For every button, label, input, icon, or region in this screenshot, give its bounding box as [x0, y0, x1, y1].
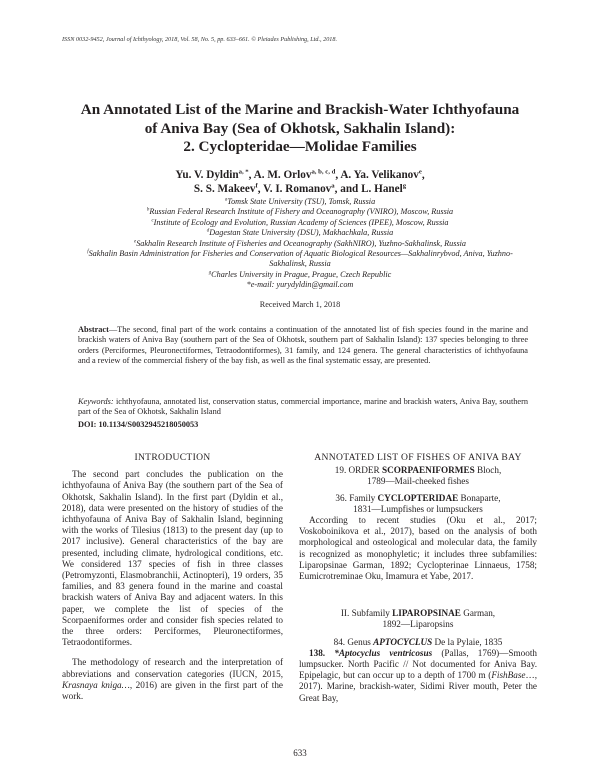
author-affil-mark: f — [255, 182, 258, 190]
title-line-2: of Aniva Bay (Sea of Okhotsk, Sakhalin Island): — [144, 119, 456, 137]
author-affil-mark: a, b, c, d — [311, 168, 336, 176]
author-name: L. Hanel — [361, 183, 403, 195]
family-paragraph: According to recent studies (Oku et al., 2017; Voskoboinikova et al., 2017), based on the analysis of both morphological and osteological and molecular data, the family is recognized as monophyletic; it includes three subfamilies: Liparopsinae Garman, 1892; Cyclopterinae Linnaeus, 1758; Eumicrotreminae Oku, Imamura et Yabe, 2017. — [299, 515, 537, 582]
paper-title — [30, 101, 570, 157]
subfamily-subtitle: 1892—Liparopsins — [382, 619, 454, 630]
abstract-text: —The second, final part of the work contains a continuation of the annotated list of fish species found in the marine and brackish waters of Aniva Bay (southern part of the Sea of Okhotsk, southern part of Sakhalin Island): 137 species belonging to three orders (Perciformes, Pleuronectiformes, Tetraodontiformes), 31 family, and 124 genera. The general characteristics of ichthyofauna and a review of the commercial fishery of the bay fish, as well as the final systematic essay, are presented. — [78, 325, 528, 365]
order-subtitle: 1789—Mail-cheeked fishes — [367, 476, 469, 487]
right-column — [299, 452, 537, 704]
author-affil-mark: g — [402, 182, 407, 190]
keywords-label: Keywords: — [78, 397, 114, 406]
title-line-1: An Annotated List of the Marine and Brackish-Water Ichthyofauna — [80, 101, 520, 118]
affiliation-item: $^g$Charles University in Prague, Prague, Czech Republic — [208, 269, 392, 279]
keywords-text: ichthyofauna, annotated list, conservation status, commercial importance, marine and brackish waters, Aniva Bay, southern part of the Sea of Okhotsk, Sakhalin Island — [78, 397, 528, 417]
journal-header: ISSN 0032-9452, Journal of Ichthyology, 2018, Vol. 58, No. 5, pp. 633–661. © Pleiades Publishing, Ltd., 2018. — [62, 36, 338, 43]
author-name: A. Ya. Velikanov — [340, 169, 419, 181]
affiliations — [30, 197, 570, 291]
doi: DOI: 10.1134/S0032945218050053 — [78, 420, 199, 429]
order-heading: 19. ORDER SCORPAENIFORMES Bloch, — [334, 465, 502, 476]
author-name: A. M. Orlov — [253, 169, 312, 181]
abstract — [78, 325, 528, 366]
left-column — [62, 452, 283, 702]
affiliation-item: $^d$Dagestan State University (DSU), Makhachkala, Russia — [206, 228, 394, 238]
author-affil-mark: a — [331, 182, 335, 190]
keywords — [78, 397, 528, 418]
affiliation-item: $^e$Sakhalin Research Institute of Fisheries and Oceanography (SakhNIRO), Yuzhno-Sakhalinsk, Russia — [134, 238, 466, 248]
affiliation-item: $^f$Sakhalin Basin Administration for Fisheries and Conservation of Aquatic Biological Resources—Sakhalinrybvod, Aniva, Yuzhno-Sakhalinsk, Russia — [87, 249, 513, 269]
received-date: Received March 1, 2018 — [259, 300, 341, 309]
page-number: 633 — [293, 748, 307, 758]
affiliation-item: $^b$Russian Federal Research Institute of Fishery and Oceanography (VNIRO), Moscow, Russia — [146, 207, 454, 217]
intro-paragraph-1: The second part concludes the publication on the ichthyofauna of Aniva Bay (the southern part of the Sea of Okhotsk, Sakhalin Island). In the first part (Dyldin et al., 2018), data were presented on the history of studies of the ichthyofauna of Aniva Bay of Sakhalin Island, beginning with the works of Tilesius (1813) to the present day (up to 2017 inclusive). General characteristics of the bay are presented, including climate, hydrological conditions, etc. We considered 137 species of fish in three classes (Petromyzonti, Elasmobranchii, Actinopteri), 19 orders, 35 families, and 83 genera found in the marine and coastal brackish waters of Aniva Bay and adjacent waters. In this paper, we complete the list of species of the Scorpaeniformes order and consider fish species related to the three orders: Perciformes, Pleuronectiformes, Tetraodontiformes. — [62, 469, 283, 648]
author-affil-mark: a, * — [238, 168, 249, 176]
family-heading: 36. Family CYCLOPTERIDAE Bonaparte, — [335, 492, 501, 503]
email: *e-mail: yurydyldin@gmail.com — [246, 280, 354, 290]
author-name: S. S. Makeev — [193, 183, 256, 195]
author-name: V. I. Romanov — [263, 183, 332, 195]
author-affil-mark: e — [418, 168, 422, 176]
section-heading-annotated-list: ANNOTATED LIST OF FISHES OF ANIVA BAY — [314, 452, 522, 463]
affiliation-item: $^a$Tomsk State University (TSU), Tomsk, Russia — [224, 197, 376, 206]
genus-heading: 84. Genus APTOCYCLUS De la Pylaie, 1835 — [333, 636, 503, 647]
author-list: Yu. V. Dyldin$^{a, *}$, A. M. Orlov$^{a, b, c, d}$, A. Ya. Velikanov$^e$, S. S. Makeev$^f$, V. I. Romanov$^a$, and L. Hanel$^g$ — [175, 168, 425, 195]
subfamily-heading: II. Subfamily LIPAROPSINAE Garman, — [340, 608, 496, 619]
family-subtitle: 1831—Lumpfishes or lumpsuckers — [353, 503, 483, 514]
affiliation-item: $^c$Institute of Ecology and Evolution, Russian Academy of Sciences (IPEE), Moscow, Russia — [151, 217, 449, 227]
author-name: Yu. V. Dyldin — [175, 169, 239, 181]
title-line-3: 2. Cyclopteridae—Molidae Families — [183, 138, 417, 155]
intro-paragraph-2: The methodology of research and the interpretation of abbreviations and conservation categories (IUCN, 2015, Krasnaya kniga…, 2016) are given in the first part of the work. — [62, 657, 283, 702]
species-entry: 138. *Aptocyclus ventricosus (Pallas, 1769)—Smooth lumpsucker. North Pacific // Not documented for Aniva Bay. Epipelagic, but can occur up to a depth of 1700 m (FishBase…, 2017). Marine, brackish-water, Sidimi River mouth, Peter the Great Bay, — [299, 647, 538, 703]
abstract-label: Abstract — [78, 325, 109, 334]
section-heading-introduction: INTRODUCTION — [134, 452, 211, 463]
